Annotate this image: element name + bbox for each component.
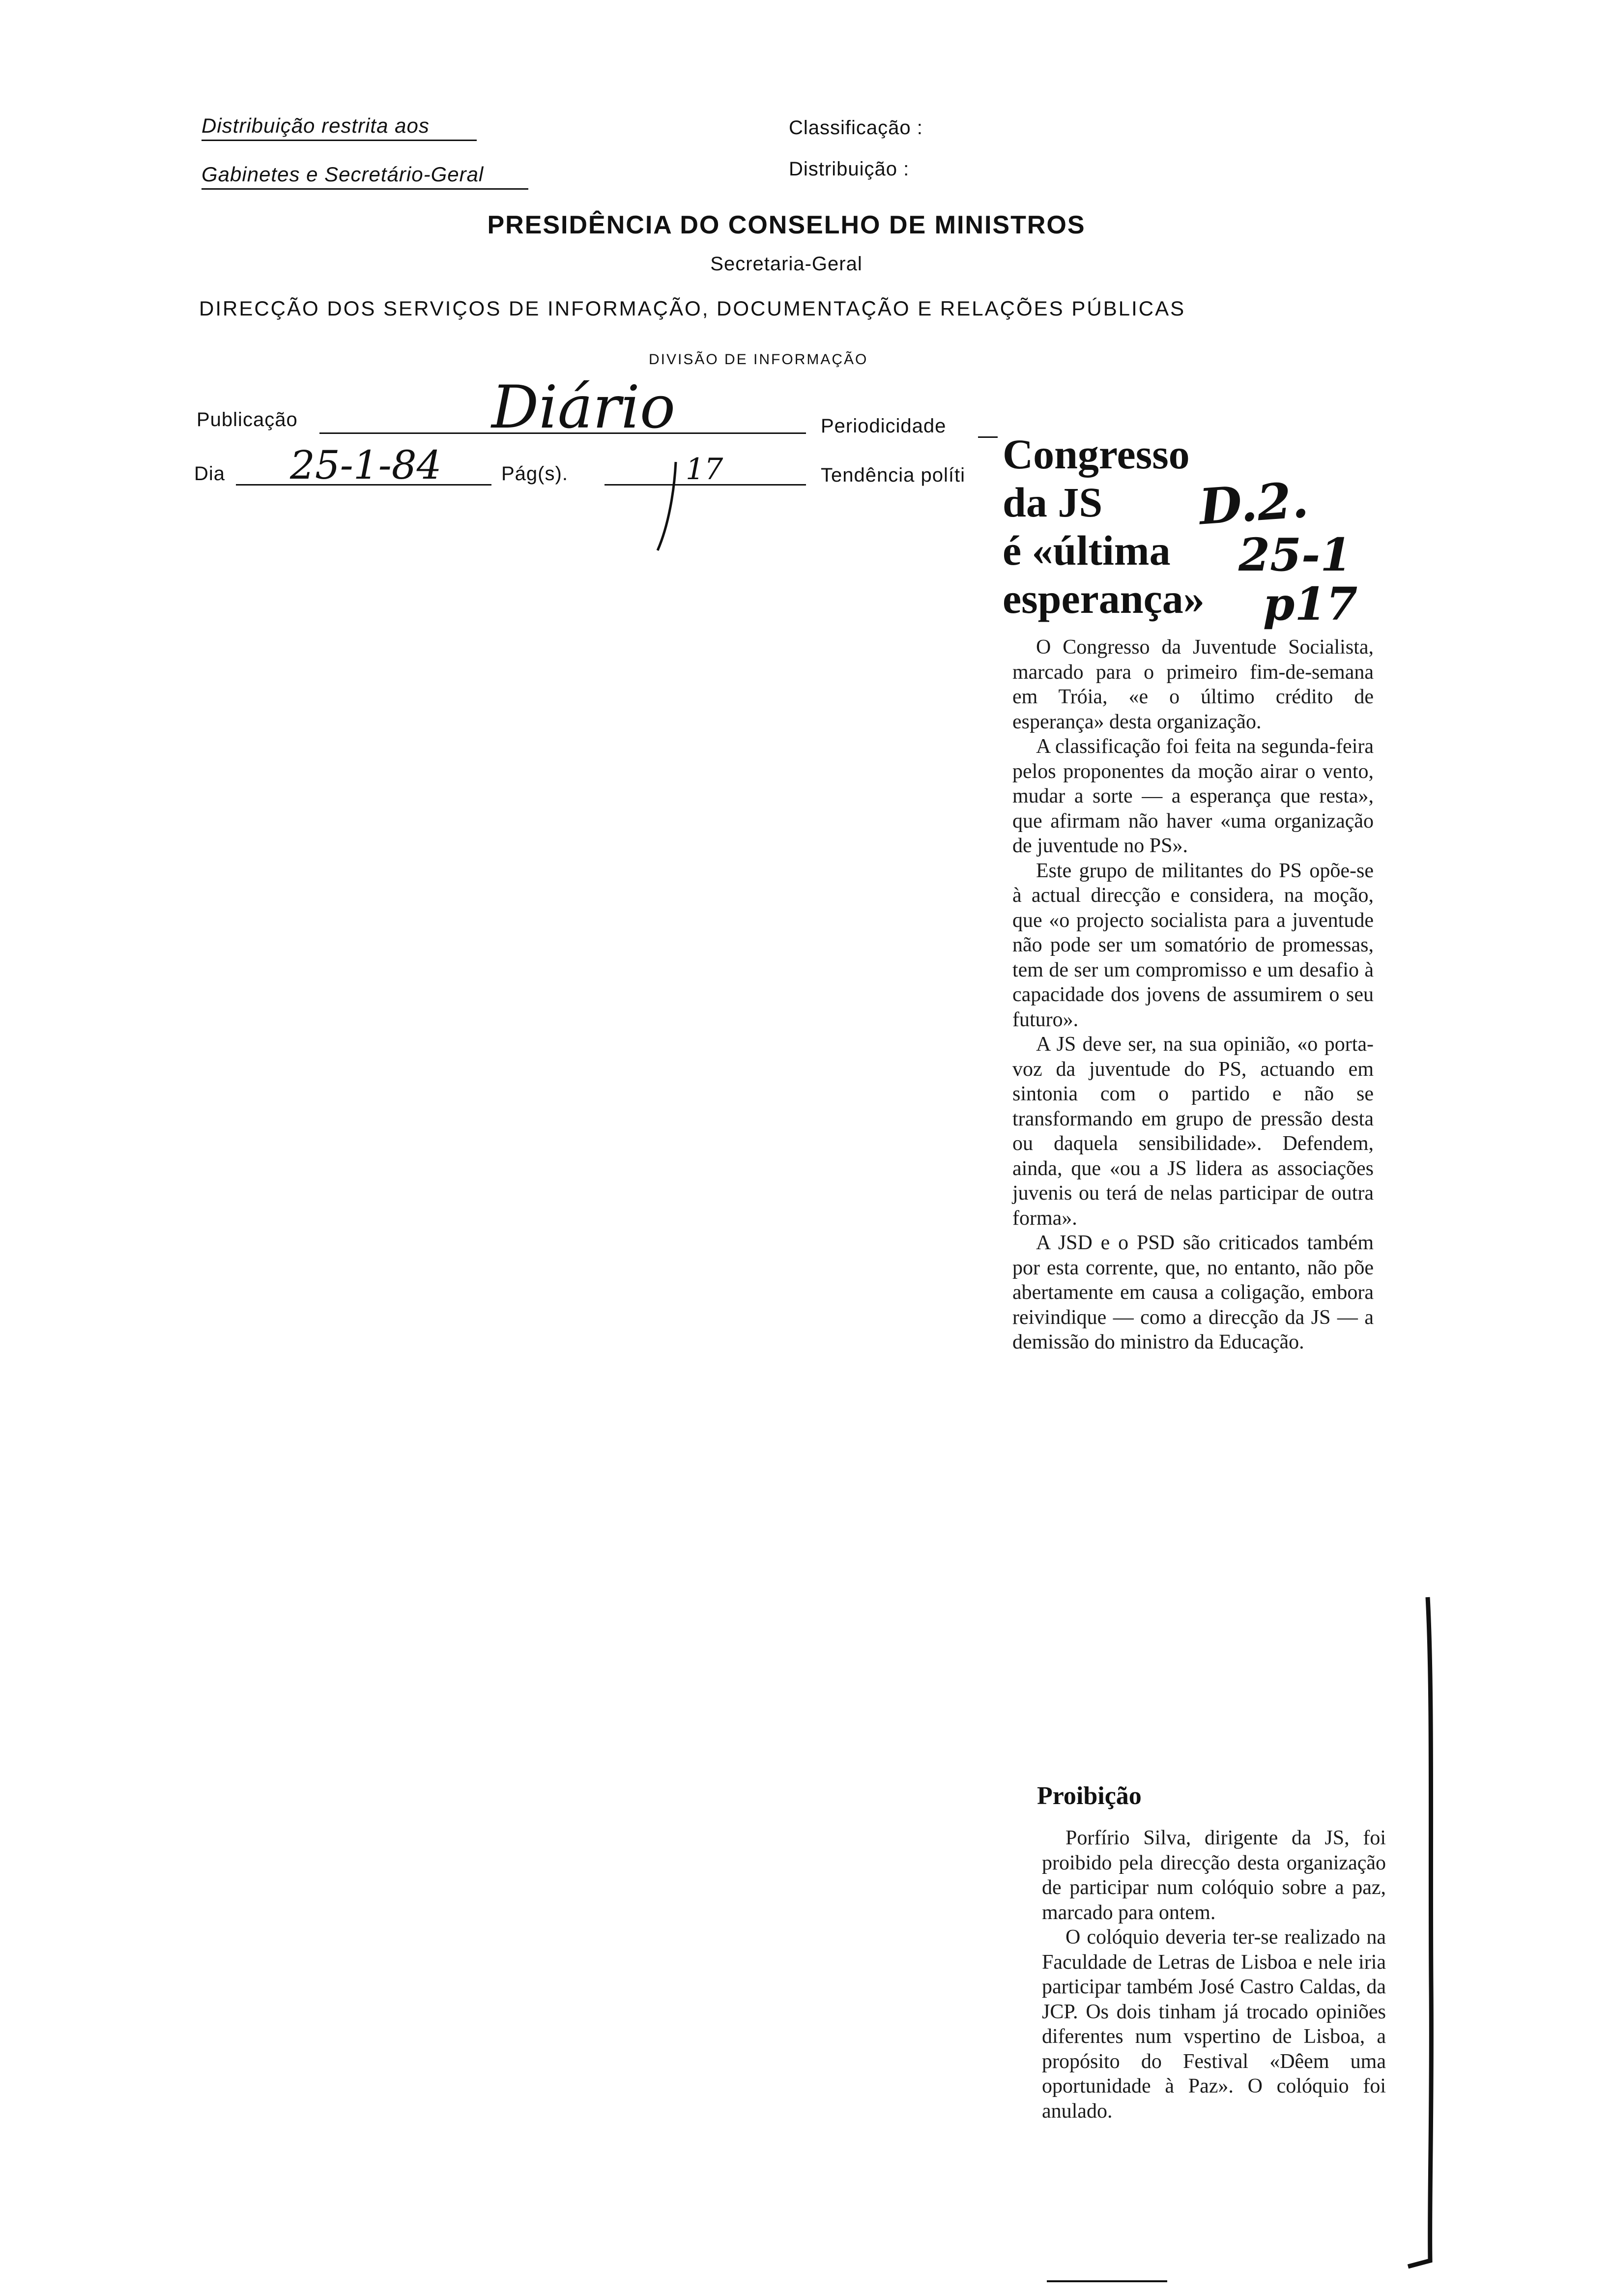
handnote-line3: p17 [1263, 577, 1358, 631]
distribution-notice [202, 114, 528, 190]
margin-bracket [1406, 1592, 1445, 2275]
handnote-line2: 25-1 [1238, 528, 1352, 581]
distribution-label: Distribuição : [789, 158, 910, 180]
headline-line-3: é «última [1003, 527, 1171, 574]
tendency-label: Tendência políti [821, 464, 965, 486]
distribution-line-2: Gabinetes e Secretário-Geral [202, 163, 528, 190]
pages-value: 17 [686, 452, 723, 487]
headline-line-4: esperança» [1003, 575, 1205, 622]
org-subtitle: Secretaria-Geral [710, 253, 863, 275]
periodicity-line [978, 436, 998, 438]
article-subheading: Proibição [1037, 1782, 1142, 1810]
article-paragraph: Porfírio Silva, dirigente da JS, foi proibido pela direcção desta organização de participar num colóquio sobre a paz, marcado para ontem. [1042, 1827, 1386, 1924]
classification-label: Classificação : [789, 117, 923, 139]
publication-label: Publicação [197, 409, 298, 430]
day-label: Dia [194, 463, 226, 485]
article-headline [1003, 430, 1205, 623]
distribution-line-1: Distribuição restrita aos [202, 114, 477, 141]
headline-line-1: Congresso [1003, 430, 1190, 478]
headline-line-2: da JS [1003, 479, 1103, 526]
directorate: DIRECÇÃO DOS SERVIÇOS DE INFORMAÇÃO, DOCUMENTAÇÃO E RELAÇÕES PÚBLICAS [199, 297, 1186, 320]
article-body-2 [1042, 1826, 1386, 2124]
article-paragraph: A classificação foi feita na segunda-feira pelos proponentes da moção airar o vento, mudar a sorte — a esperança que resta», que afirmam não haver «uma organização de juventude no PS». [1012, 735, 1374, 857]
end-rule [1047, 2280, 1167, 2282]
day-value: 25-1-84 [290, 442, 442, 488]
division: DIVISÃO DE INFORMAÇÃO [649, 351, 868, 368]
article-paragraph: Este grupo de militantes do PS opõe-se à actual direcção e considera, na moção, que «o projecto socialista para a juventude não pode ser um somatório de promessas, tem de ser um compromisso e um desafio à capacidade dos jovens de assumirem o seu futuro». [1012, 859, 1374, 1031]
periodicity-label: Periodicidade [821, 415, 947, 437]
org-title: PRESIDÊNCIA DO CONSELHO DE MINISTROS [487, 211, 1086, 239]
publication-value: Diário [491, 373, 676, 442]
article-paragraph: O colóquio deveria ter-se realizado na Faculdade de Letras de Lisboa e nele iria participar também José Castro Caldas, da JCP. Os dois tinham já trocado opiniões diferentes num vspertino de Lisboa, a propósito do Festival «Dêem uma oportunidade à Paz». O colóquio foi anulado. [1042, 1926, 1386, 2123]
article-paragraph: A JS deve ser, na sua opinião, «o porta-voz da juventude do PS, actuando em sintonia com o partido e não se transformando em grupo de pressão desta ou daquela sensibilidade». Defendem, ainda, que «ou a JS lidera as associações juvenis ou terá de nelas participar de outra forma». [1012, 1033, 1374, 1230]
handnote-line1: D.2. [1197, 470, 1311, 536]
article-paragraph: A JSD e o PSD são criticados também por esta corrente, que, no entanto, não põe abertamente em causa a coligação, embora reivindique — como a direcção da JS — a demissão do ministro da Educação. [1012, 1232, 1374, 1353]
pages-label: Pág(s). [501, 463, 568, 485]
pen-stroke [649, 457, 688, 555]
article-paragraph: O Congresso da Juventude Socialista, marcado para o primeiro fim-de-semana em Tróia, «e o último crédito de esperança» desta organização. [1012, 636, 1374, 733]
article-body [1012, 635, 1374, 1355]
